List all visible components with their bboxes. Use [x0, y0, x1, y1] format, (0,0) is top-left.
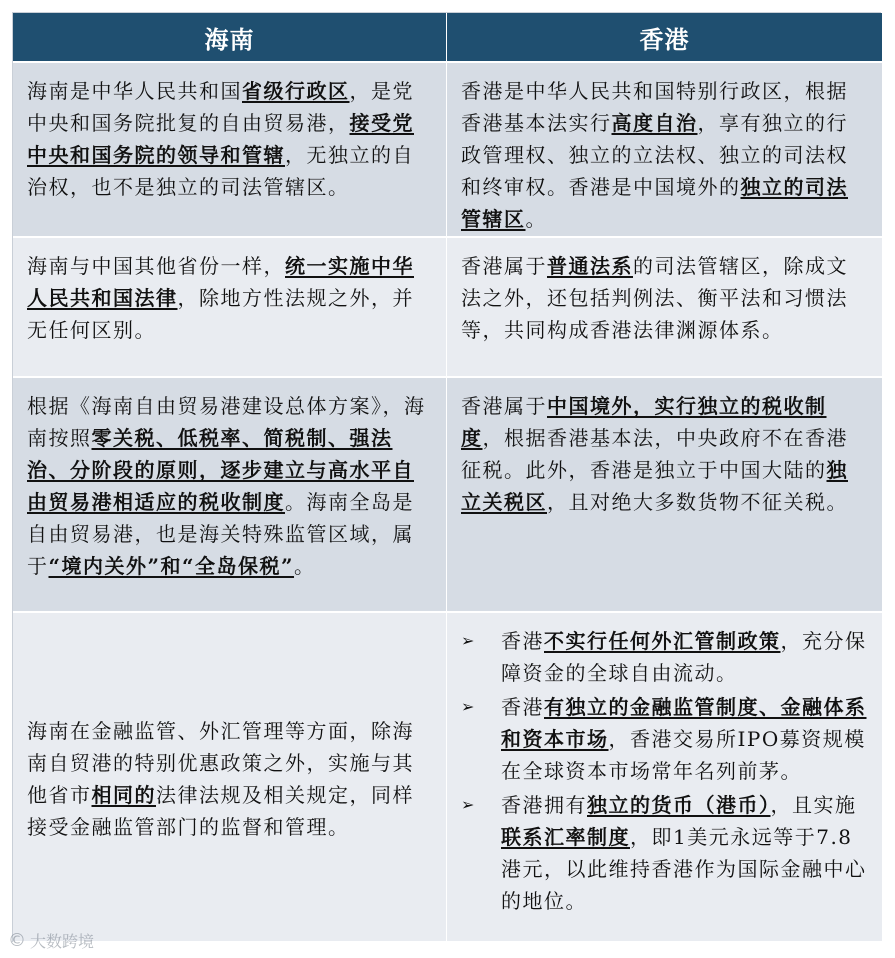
row1-hainan	[13, 63, 447, 238]
body-text: ，除地方性法规之外，并无任何区别。	[27, 286, 414, 342]
watermark-logo-icon: ©	[8, 930, 26, 951]
body-text: 的司法管辖区，除成文法之外，还包括判例法、衡平法和习惯法等，共同构成香港法律渊源体系。	[461, 254, 848, 342]
row4-hainan	[13, 613, 447, 943]
header-hongkong-label: 香港	[639, 25, 690, 54]
emphasis-text: 高度自治	[611, 111, 698, 135]
body-text: 海南是中华人民共和国	[27, 79, 242, 103]
emphasis-text: 统一实施中华人民共和国法律	[27, 254, 414, 310]
body-text: 香港是中华人民共和国特别行政区，根据香港基本法实行	[461, 79, 848, 135]
body-text: ，香港交易所IPO募资规模在全球资本市场常年名列前茅。	[501, 727, 866, 783]
body-text: 香港拥有	[501, 793, 587, 817]
comparison-table	[12, 12, 881, 942]
emphasis-text: 中国境外，实行独立的税收制度	[461, 394, 827, 450]
body-text: 。	[525, 207, 547, 231]
bullet-text	[501, 625, 872, 689]
row4-hongkong	[447, 613, 882, 943]
body-text: ，且实施	[770, 793, 857, 817]
bullet-text	[501, 789, 872, 917]
emphasis-text: 独立关税区	[461, 458, 848, 514]
emphasis-text: 有独立的金融监管制度、金融体系和资本市场	[501, 695, 867, 751]
arrow-bullet-icon: ➢	[461, 697, 476, 716]
emphasis-text: 省级行政区	[242, 79, 350, 103]
emphasis-text: 零关税、低税率、简税制、强法治、分阶段的原则，逐步建立与高水平自由贸易港相适应的税收制度	[27, 426, 414, 514]
bullet-text	[501, 691, 872, 787]
body-text: ，充分保障资金的全球自由流动。	[501, 629, 867, 685]
row4-hainan-text	[27, 715, 432, 843]
bullet-item	[461, 789, 872, 917]
body-text: 香港属于	[461, 254, 547, 278]
arrow-bullet-icon: ➢	[461, 795, 476, 814]
body-text: 法律法规及相关规定，同样接受金融监管部门的监督和管理。	[27, 783, 414, 839]
bullet-item	[461, 691, 872, 787]
body-text: ，根据香港基本法，中央政府不在香港征税。此外，香港是独立于中国大陆的	[461, 426, 848, 482]
row3-hongkong	[447, 378, 882, 613]
body-text: 香港属于	[461, 394, 547, 418]
row2-hainan	[13, 238, 447, 378]
watermark	[8, 929, 94, 952]
body-text: 香港	[501, 629, 544, 653]
body-text: 海南在金融监管、外汇管理等方面，除海南自贸港的特别优惠政策之外，实施与其他省市	[27, 719, 414, 807]
bullet-item	[461, 625, 872, 689]
header-hongkong	[447, 13, 882, 63]
row3-hainan	[13, 378, 447, 613]
body-text: 香港	[501, 695, 544, 719]
watermark-text: 大数跨境	[30, 932, 95, 951]
body-text: 根据《海南自由贸易港建设总体方案》，海南按照	[27, 394, 426, 450]
header-hainan	[13, 13, 447, 63]
emphasis-text: 独立的司法管辖区	[461, 175, 848, 231]
emphasis-text: 接受党中央和国务院的领导和管辖	[27, 111, 414, 167]
emphasis-text: 不实行任何外汇管制政策	[544, 629, 781, 653]
emphasis-text: “境内关外”和“全岛保税”	[48, 554, 295, 578]
body-text: ，且对绝大多数货物不征关税。	[547, 490, 848, 514]
emphasis-text: 普通法系	[547, 254, 633, 278]
row4-hongkong-bullets	[447, 613, 882, 917]
emphasis-text: 独立的货币（港币）	[587, 793, 771, 817]
body-text: ，享有独立的行政管理权、独立的立法权、独立的司法权和终审权。香港是中国境外的	[461, 111, 848, 199]
header-hainan-label: 海南	[204, 25, 255, 54]
row1-hongkong	[447, 63, 882, 238]
body-text: 。	[294, 554, 316, 578]
emphasis-text: 相同的	[91, 783, 156, 807]
body-text: ，即1美元永远等于7.8港元，以此维持香港作为国际金融中心的地位。	[501, 825, 867, 913]
body-text: 。海南全岛是自由贸易港，也是海关特殊监管区域，属于	[27, 490, 414, 578]
emphasis-text: 联系汇率制度	[501, 825, 630, 849]
body-text: ，是党中央和国务院批复的自由贸易港，	[27, 79, 414, 135]
body-text: ，无独立的自治权，也不是独立的司法管辖区。	[27, 143, 414, 199]
row2-hongkong	[447, 238, 882, 378]
body-text: 海南与中国其他省份一样，	[27, 254, 285, 278]
arrow-bullet-icon: ➢	[461, 631, 476, 650]
